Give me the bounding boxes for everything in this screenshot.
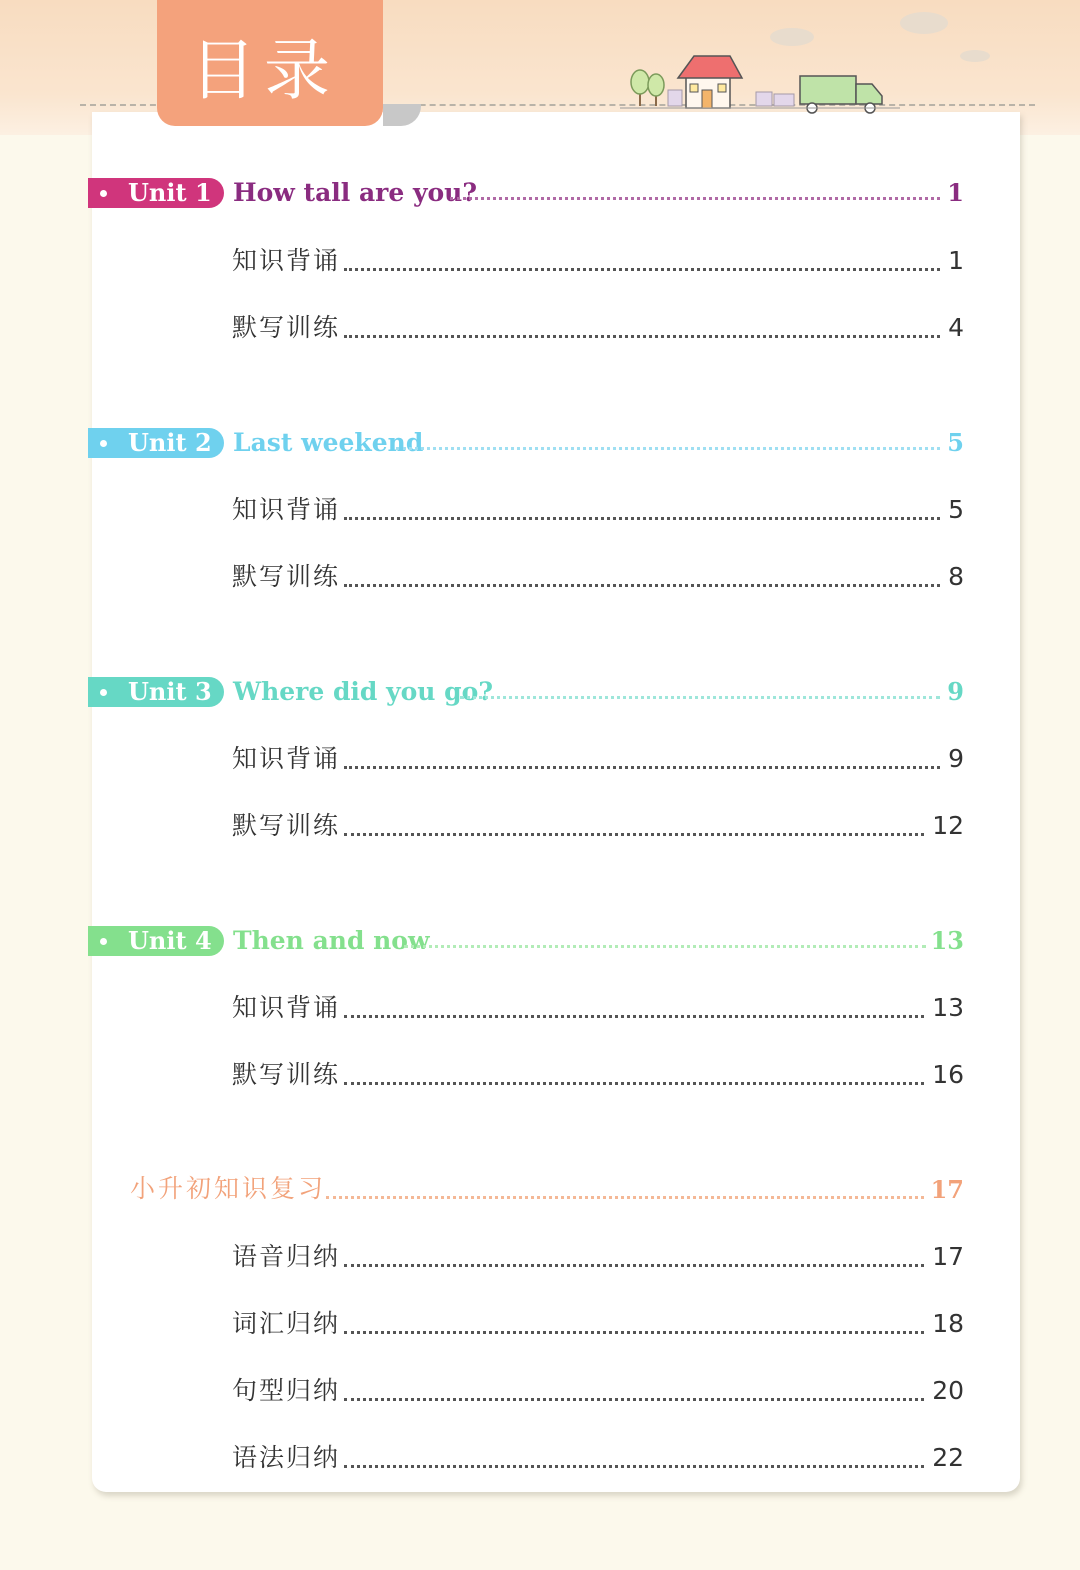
page-number: 22 bbox=[932, 1443, 964, 1472]
toc-item[interactable] bbox=[232, 1305, 968, 1345]
cloud-decoration bbox=[770, 28, 814, 46]
page-number: 17 bbox=[932, 1242, 964, 1271]
truck-icon bbox=[800, 76, 882, 113]
page-number: 1 bbox=[947, 178, 964, 207]
tree-icon bbox=[631, 70, 664, 106]
dot-leader bbox=[344, 833, 924, 836]
dot-leader bbox=[450, 197, 940, 200]
unit-badge bbox=[88, 428, 224, 458]
dot-leader bbox=[344, 584, 940, 587]
dot-leader bbox=[344, 1264, 924, 1267]
bullet-dot-icon bbox=[100, 689, 107, 696]
unit-title: Where did you go? bbox=[233, 677, 493, 706]
page-title: 目录 bbox=[190, 32, 338, 109]
unit-badge bbox=[88, 926, 224, 956]
unit-label: Unit 3 bbox=[128, 677, 212, 706]
item-label: 知识背诵 bbox=[232, 495, 341, 524]
unit-title: How tall are you? bbox=[233, 178, 477, 207]
page-number: 18 bbox=[932, 1309, 964, 1338]
page-number: 12 bbox=[932, 811, 964, 840]
item-label: 词汇归纳 bbox=[232, 1309, 341, 1338]
page-number: 13 bbox=[930, 926, 964, 955]
cloud-decoration bbox=[960, 50, 990, 62]
dot-leader bbox=[326, 1196, 924, 1199]
item-label: 句型归纳 bbox=[232, 1376, 341, 1405]
page-number: 9 bbox=[948, 744, 964, 773]
toc-item[interactable] bbox=[232, 558, 968, 598]
item-label: 默写训练 bbox=[232, 313, 341, 342]
bullet-dot-icon bbox=[100, 938, 107, 945]
toc-item[interactable] bbox=[232, 989, 968, 1029]
toc-item[interactable] bbox=[232, 309, 968, 349]
dot-leader bbox=[344, 1015, 924, 1018]
page-number: 4 bbox=[948, 313, 964, 342]
page-number: 5 bbox=[947, 428, 964, 457]
house-and-truck-illustration bbox=[620, 48, 900, 118]
dot-leader bbox=[344, 1398, 924, 1401]
item-label: 默写训练 bbox=[232, 811, 341, 840]
unit-label: Unit 1 bbox=[128, 178, 212, 207]
page-number: 1 bbox=[948, 246, 964, 275]
item-label: 知识背诵 bbox=[232, 993, 341, 1022]
toc-item[interactable] bbox=[232, 1439, 968, 1479]
toc-item[interactable] bbox=[232, 1372, 968, 1412]
dot-leader bbox=[460, 696, 940, 699]
item-label: 知识背诵 bbox=[232, 744, 341, 773]
dot-leader bbox=[404, 945, 926, 948]
toc-item[interactable] bbox=[232, 491, 968, 531]
dot-leader bbox=[344, 517, 940, 520]
page-number: 20 bbox=[932, 1376, 964, 1405]
toc-unit-3[interactable] bbox=[88, 673, 968, 713]
toc-unit-4[interactable] bbox=[88, 922, 968, 962]
bullet-dot-icon bbox=[100, 440, 107, 447]
bullet-dot-icon bbox=[100, 190, 107, 197]
toc-item[interactable] bbox=[232, 1238, 968, 1278]
page-number: 16 bbox=[932, 1060, 964, 1089]
dot-leader bbox=[344, 1331, 924, 1334]
toc-item[interactable] bbox=[232, 807, 968, 847]
unit-label: Unit 4 bbox=[128, 926, 212, 955]
item-label: 语法归纳 bbox=[232, 1443, 341, 1472]
dot-leader bbox=[344, 1082, 924, 1085]
unit-title: Last weekend bbox=[233, 428, 424, 457]
toc-unit-2[interactable] bbox=[88, 424, 968, 464]
page-number: 17 bbox=[930, 1175, 964, 1204]
toc-unit-1[interactable] bbox=[88, 174, 968, 214]
item-label: 语音归纳 bbox=[232, 1242, 341, 1271]
toc-item[interactable] bbox=[232, 1056, 968, 1096]
unit-label: Unit 2 bbox=[128, 428, 212, 457]
item-label: 默写训练 bbox=[232, 562, 341, 591]
unit-title: Then and now bbox=[233, 926, 430, 955]
dot-leader bbox=[396, 447, 940, 450]
unit-badge bbox=[88, 677, 224, 707]
page-number: 8 bbox=[948, 562, 964, 591]
dot-leader bbox=[344, 1465, 924, 1468]
toc-item[interactable] bbox=[232, 242, 968, 282]
cloud-decoration bbox=[900, 12, 948, 34]
item-label: 知识背诵 bbox=[232, 246, 341, 275]
dot-leader bbox=[344, 268, 940, 271]
unit-badge bbox=[88, 178, 224, 208]
item-label: 默写训练 bbox=[232, 1060, 341, 1089]
review-title: 小升初知识复习 bbox=[130, 1174, 327, 1203]
house-icon bbox=[678, 56, 742, 108]
toc-review-section[interactable] bbox=[130, 1171, 968, 1211]
dot-leader bbox=[344, 335, 940, 338]
page-number: 5 bbox=[948, 495, 964, 524]
page-number: 13 bbox=[932, 993, 964, 1022]
page-number: 9 bbox=[947, 677, 964, 706]
dot-leader bbox=[344, 766, 940, 769]
toc-item[interactable] bbox=[232, 740, 968, 780]
